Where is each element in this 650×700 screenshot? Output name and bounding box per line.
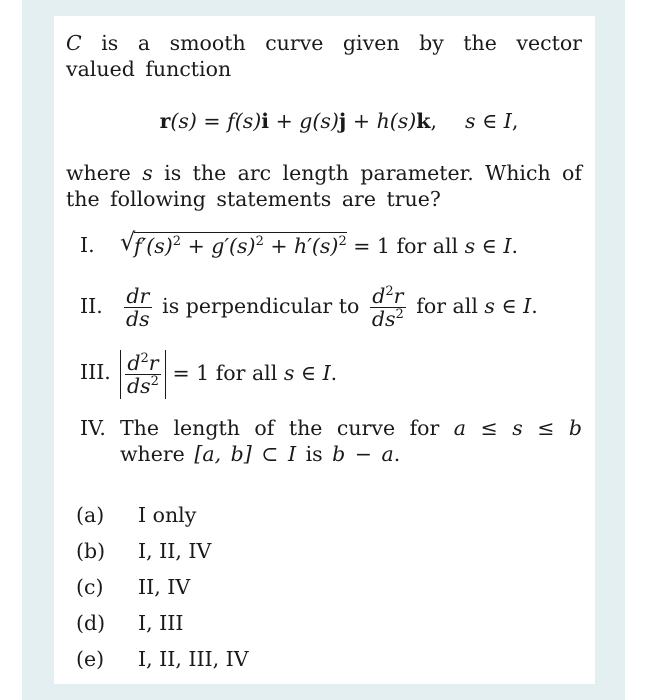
choice-e[interactable]: [66, 641, 582, 677]
choice-text: I, II, III, IV: [138, 647, 249, 671]
set-I: I: [523, 294, 532, 318]
eq-comma: ,: [430, 109, 438, 133]
answer-choices: [66, 497, 582, 677]
eq-r-arg: (s): [170, 109, 197, 133]
statement-text: for all: [409, 294, 485, 318]
eq-j: j: [338, 109, 347, 133]
choice-label: (b): [76, 539, 106, 563]
exponent: 2: [338, 234, 347, 249]
choice-label: (a): [76, 503, 105, 527]
statement-text: is: [296, 442, 333, 466]
question-paragraph: [66, 160, 582, 212]
period: .: [531, 294, 538, 318]
question-text-pre: where: [66, 161, 143, 185]
period: .: [511, 234, 518, 258]
eq-end-comma: ,: [511, 109, 519, 133]
question-text: is the arc length parameter. Which of the following statements are true?: [66, 161, 582, 211]
eq-k: k: [416, 109, 431, 133]
fraction-d2r-ds2: [370, 285, 406, 330]
statement-text: = 1 for all: [346, 234, 465, 258]
choice-a[interactable]: [66, 497, 582, 533]
choice-text: I, II, IV: [138, 539, 212, 563]
absolute-value: [120, 350, 166, 399]
exponent: 2: [255, 234, 264, 249]
choice-d[interactable]: [66, 605, 582, 641]
numerator-r: r: [393, 284, 404, 308]
exponent: 2: [150, 374, 159, 389]
numerator-d: d: [372, 284, 386, 308]
statement-2: [66, 281, 582, 331]
eq-plus: +: [269, 109, 300, 133]
eq-h: h: [376, 109, 390, 133]
eq-domain-set: I: [503, 109, 512, 133]
statement-4: [66, 415, 582, 467]
var-s: s: [512, 416, 523, 440]
denominator-ds: ds: [371, 307, 396, 331]
eq-r-vector: r: [159, 109, 171, 133]
var-a: a: [453, 416, 467, 440]
statement-3: [66, 345, 582, 401]
statement-1: [66, 228, 582, 259]
subset: ⊂: [251, 442, 288, 466]
period: .: [330, 361, 338, 385]
denominator: [125, 374, 161, 397]
denominator-ds: ds: [127, 374, 151, 398]
fraction-d2r-ds2: [125, 352, 161, 397]
eq-plus: +: [346, 109, 377, 133]
choice-c[interactable]: [66, 569, 582, 605]
period: .: [393, 442, 401, 466]
eq-equals: =: [196, 109, 228, 133]
numerator-d: d: [127, 351, 141, 375]
numerator: [125, 352, 160, 374]
eq-h-arg: (s): [389, 109, 417, 133]
numerator: [370, 285, 405, 307]
eq-f: f: [227, 109, 235, 133]
vector-function-equation: [66, 108, 582, 134]
eq-element-of: ∈: [475, 109, 504, 133]
set-I: I: [322, 361, 331, 385]
choice-text: I, III: [138, 611, 184, 635]
denominator: [370, 307, 406, 330]
question-card: [54, 16, 595, 684]
denominator: ds: [126, 307, 150, 331]
intro-text: is a smooth curve given by the vector valued function: [66, 31, 582, 81]
choice-label: (e): [76, 647, 105, 671]
statement-numeral: II.: [80, 294, 103, 318]
set-I: I: [503, 234, 512, 258]
less-equal: ≤: [466, 416, 513, 440]
intro-paragraph: [66, 30, 582, 82]
exponent: 2: [395, 307, 404, 322]
eq-g: g: [299, 109, 313, 133]
exponent: 2: [140, 351, 149, 366]
radicand-term: + g′(s): [181, 234, 256, 258]
choice-text: II, IV: [138, 575, 191, 599]
radicand-term: f′(s): [134, 234, 173, 258]
choice-text: I only: [138, 503, 197, 527]
numerator: dr: [126, 284, 150, 308]
radicand-term: + h′(s): [263, 234, 339, 258]
var-b: b: [568, 416, 582, 440]
var-s: s: [484, 294, 495, 318]
statement-numeral: IV.: [80, 416, 106, 440]
statement-text: The length of the curve for: [120, 416, 454, 440]
eq-i: i: [261, 109, 270, 133]
eq-g-arg: (s): [312, 109, 339, 133]
var-s: s: [464, 234, 476, 258]
statement-numeral: I.: [80, 233, 95, 257]
radicand: [134, 232, 347, 258]
statement-body: [120, 415, 582, 467]
statement-text: = 1 for all: [165, 361, 284, 385]
element-of: ∈: [294, 361, 323, 385]
element-of: ∈: [494, 294, 524, 318]
curve-symbol: C: [66, 31, 82, 55]
statement-text: where: [120, 442, 185, 466]
fraction-dr-ds: [124, 285, 152, 330]
interval-ab: [a, b]: [194, 442, 252, 466]
statement-text: is perpendicular to: [155, 294, 366, 318]
question-content: [66, 30, 582, 677]
square-root: [120, 228, 347, 259]
choice-label: (d): [76, 611, 106, 635]
element-of: ∈: [475, 234, 504, 258]
exponent: 2: [385, 284, 394, 299]
exponent: 2: [172, 234, 182, 249]
var-s: s: [283, 361, 295, 385]
radical-sign-icon: √: [120, 228, 136, 256]
less-equal: ≤: [522, 416, 569, 440]
eq-f-arg: (s): [234, 109, 262, 133]
eq-domain-var: s: [465, 109, 476, 133]
choice-b[interactable]: [66, 533, 582, 569]
length-result: b − a: [332, 442, 394, 466]
set-I: I: [287, 442, 297, 466]
arc-length-var: s: [142, 161, 153, 185]
statement-numeral: III.: [80, 360, 111, 384]
choice-label: (c): [76, 575, 104, 599]
numerator-r: r: [148, 351, 159, 375]
